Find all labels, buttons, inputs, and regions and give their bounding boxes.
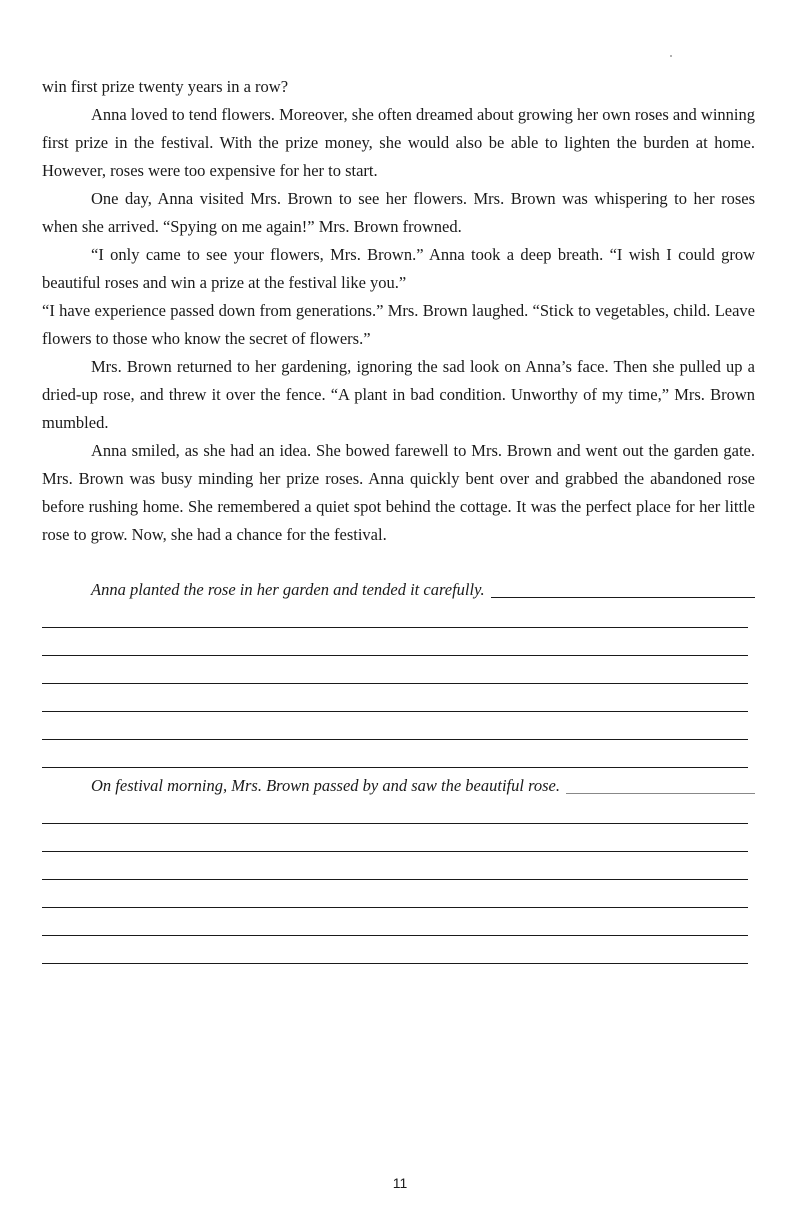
scan-speck	[670, 55, 672, 57]
answer-line[interactable]	[42, 963, 748, 964]
prompt-2-text: On festival morning, Mrs. Brown passed by and saw the beautiful rose.	[91, 776, 561, 795]
answer-line[interactable]	[42, 823, 748, 824]
prompt-2-fill-line[interactable]	[566, 792, 755, 794]
writing-prompt-2	[42, 772, 755, 800]
answer-line[interactable]	[42, 711, 748, 712]
story-paragraph-5: “I have experience passed down from generations.” Mrs. Brown laughed. “Stick to vegetables, child. Leave flowers to those who know the secret of flowers.”	[42, 301, 755, 348]
answer-line[interactable]	[42, 683, 748, 684]
story-paragraph-6: Mrs. Brown returned to her gardening, ignoring the sad look on Anna’s face. Then she pulled up a dried-up rose, and threw it over the fence. “A plant in bad condition. Unworthy of my time,” Mrs. Brown mumbled.	[42, 357, 755, 432]
answer-line[interactable]	[42, 935, 748, 936]
answer-line[interactable]	[42, 907, 748, 908]
prompt-1-text: Anna planted the rose in her garden and tended it carefully.	[91, 580, 485, 599]
answer-line[interactable]	[42, 739, 748, 740]
prompt-1-fill-line[interactable]	[491, 596, 755, 598]
answer-line[interactable]	[42, 879, 748, 880]
writing-prompt-1	[42, 576, 755, 604]
story-paragraph-4: “I only came to see your flowers, Mrs. Brown.” Anna took a deep breath. “I wish I could grow beautiful roses and win a prize at the festival like you.”	[42, 245, 755, 292]
page-number: 11	[392, 1175, 408, 1191]
story-paragraph-3: One day, Anna visited Mrs. Brown to see her flowers. Mrs. Brown was whispering to her roses when she arrived. “Spying on me again!” Mrs. Brown frowned.	[42, 189, 755, 236]
story-paragraph-2: Anna loved to tend flowers. Moreover, she often dreamed about growing her own roses and winning first prize in the festival. With the prize money, she would also be able to lighten the burden at home. However, roses were too expensive for her to start.	[42, 105, 755, 180]
answer-line[interactable]	[42, 627, 748, 628]
story-paragraph-7: Anna smiled, as she had an idea. She bowed farewell to Mrs. Brown and went out the garden gate. Mrs. Brown was busy minding her prize roses. Anna quickly bent over and grabbed the abandoned rose before rushing home. She remembered a quiet spot behind the cottage. It was the perfect place for her little rose to grow. Now, she had a chance for the festival.	[42, 441, 755, 544]
story-paragraph-1: win first prize twenty years in a row?	[42, 77, 289, 96]
answer-line[interactable]	[42, 851, 748, 852]
answer-line[interactable]	[42, 767, 748, 768]
answer-line[interactable]	[42, 655, 748, 656]
story-text	[42, 73, 755, 549]
